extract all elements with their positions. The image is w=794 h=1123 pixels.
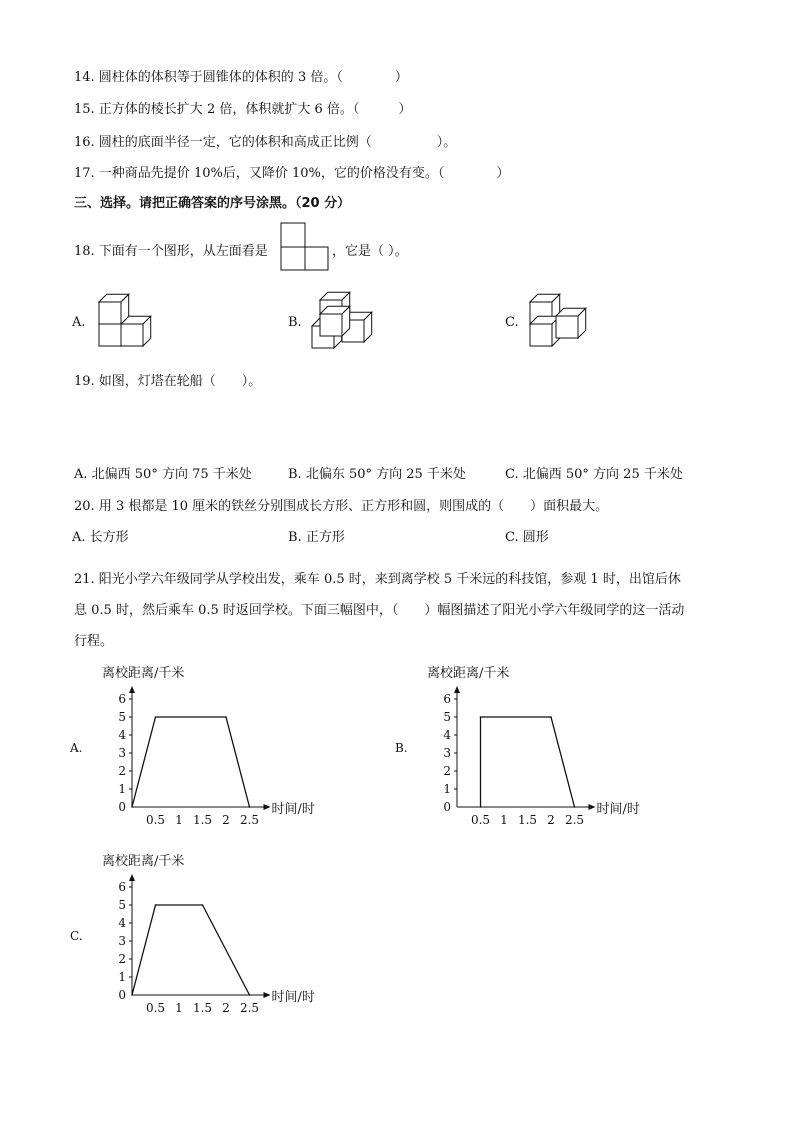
cube-front-face (556, 316, 578, 338)
q18-option-a-label[interactable]: A. (72, 315, 86, 330)
chart-y-tick-label: 0 (118, 988, 126, 1002)
chart-y-tick-label: 5 (118, 898, 126, 912)
chart-y-axis-label: 离校距离/千米 (102, 854, 185, 869)
chart-option-label: A. (70, 741, 83, 755)
chart-y-tick-label: 4 (118, 916, 126, 930)
chart-x-tick-label: 2 (547, 813, 555, 827)
chart-y-axis-arrow (129, 686, 135, 693)
chart-y-tick-label: 4 (443, 728, 451, 742)
question-18-suffix: ，它是（ ）。 (332, 244, 408, 259)
chart-data-point (480, 806, 482, 808)
chart-y-axis-label: 离校距离/千米 (102, 666, 185, 681)
q18-option-b-cubes (310, 290, 380, 350)
chart-data-point (155, 716, 157, 718)
q18-option-c-cubes (526, 290, 596, 350)
chart-a (60, 660, 360, 830)
question-21-line-1: 21. 阳光小学六年级同学从学校出发，乘车 0.5 时，来到离学校 5 千米远的科技馆，参观 1 时，出馆后休 (74, 572, 681, 587)
q18-option-a-cubes (95, 290, 165, 350)
chart-y-tick-label: 3 (443, 746, 451, 760)
chart-data-point (131, 994, 133, 996)
chart-data-point (574, 806, 576, 808)
chart-x-tick-label: 2.5 (564, 813, 585, 827)
chart-y-tick-label: 2 (118, 764, 126, 778)
chart-y-tick-label: 1 (443, 782, 451, 796)
chart-y-tick-label: 4 (118, 728, 126, 742)
chart-y-axis-label: 离校距离/千米 (427, 666, 510, 681)
chart-b (385, 660, 685, 830)
q18-option-b-label[interactable]: B. (288, 315, 302, 330)
cube-front-face (530, 324, 552, 346)
chart-x-axis-label: 时间/时 (271, 990, 315, 1005)
chart-data-point (249, 806, 251, 808)
q19-option-c[interactable]: C. 北偏西 50° 方向 25 千米处 (505, 467, 683, 482)
q20-option-b[interactable]: B. 正方形 (288, 530, 345, 545)
chart-y-tick-label: 6 (443, 692, 451, 706)
chart-option-label: B. (395, 741, 408, 755)
q18-option-c-label[interactable]: C. (505, 315, 519, 330)
chart-series-line (132, 717, 250, 807)
question-20: 20. 用 3 根都是 10 厘米的铁丝分别围成长方形、正方形和圆，则围成的（ ）面积最大。 (74, 499, 609, 514)
chart-x-tick-label: 0.5 (470, 813, 491, 827)
chart-x-tick-label: 2.5 (239, 813, 260, 827)
question-19: 19. 如图，灯塔在轮船（ ）。 (74, 374, 262, 389)
q19-option-b[interactable]: B. 北偏东 50° 方向 25 千米处 (288, 467, 466, 482)
chart-data-point (249, 994, 251, 996)
cube-front-face (320, 314, 342, 336)
question-21-line-2: 息 0.5 时，然后乘车 0.5 时返回学校。下面三幅图中，（ ）幅图描述了阳光小学六年级同学的这一活动 (74, 603, 685, 618)
chart-y-tick-label: 0 (118, 800, 126, 814)
chart-x-tick-label: 0.5 (145, 813, 166, 827)
chart-x-tick-label: 2.5 (239, 1001, 260, 1015)
chart-y-axis-arrow (129, 874, 135, 881)
chart-x-tick-label: 2 (222, 1001, 230, 1015)
chart-x-tick-label: 1.5 (192, 813, 213, 827)
chart-y-tick-label: 1 (118, 782, 126, 796)
chart-x-axis-label: 时间/时 (596, 802, 640, 817)
question-17: 17. 一种商品先提价 10%后，又降价 10%，它的价格没有变。（ ） (74, 166, 510, 181)
chart-option-label: C. (70, 929, 83, 943)
chart-x-tick-label: 1 (175, 1001, 183, 1015)
question-21-line-3: 行程。 (74, 634, 114, 649)
question-15: 15. 正方体的棱长扩大 2 倍，体积就扩大 6 倍。（ ） (74, 102, 412, 117)
chart-x-axis-arrow (264, 804, 271, 810)
chart-x-tick-label: 2 (222, 813, 230, 827)
chart-y-tick-label: 2 (118, 952, 126, 966)
chart-x-tick-label: 1 (500, 813, 508, 827)
chart-y-tick-label: 6 (118, 880, 126, 894)
question-16: 16. 圆柱的底面半径一定，它的体积和高成正比例（ ）。 (74, 135, 457, 150)
chart-y-tick-label: 5 (118, 710, 126, 724)
question-18-prefix: 18. 下面有一个图形，从左面看是 (74, 244, 268, 259)
left-view-figure (280, 222, 330, 272)
chart-data-point (225, 716, 227, 718)
cube-front-face (99, 302, 121, 324)
chart-y-tick-label: 3 (118, 934, 126, 948)
chart-x-axis-arrow (264, 992, 271, 998)
section-3-heading: 三、选择。请把正确答案的序号涂黑。（20 分） (74, 196, 351, 211)
chart-y-tick-label: 5 (443, 710, 451, 724)
chart-y-tick-label: 0 (443, 800, 451, 814)
cube-front-face (121, 324, 143, 346)
chart-y-tick-label: 1 (118, 970, 126, 984)
chart-c (60, 848, 360, 1018)
question-14: 14. 圆柱体的体积等于圆锥体的体积的 3 倍。（ ） (74, 70, 408, 85)
chart-y-tick-label: 6 (118, 692, 126, 706)
chart-y-tick-label: 2 (443, 764, 451, 778)
chart-data-point (202, 904, 204, 906)
chart-x-tick-label: 1.5 (517, 813, 538, 827)
chart-x-tick-label: 0.5 (145, 1001, 166, 1015)
chart-x-axis-label: 时间/时 (271, 802, 315, 817)
chart-x-tick-label: 1.5 (192, 1001, 213, 1015)
chart-data-point (480, 716, 482, 718)
chart-x-axis-arrow (589, 804, 596, 810)
q20-option-a[interactable]: A. 长方形 (72, 530, 129, 545)
chart-data-point (131, 806, 133, 808)
chart-data-point (155, 904, 157, 906)
chart-series-line (481, 717, 575, 807)
q20-option-c[interactable]: C. 圆形 (505, 530, 549, 545)
chart-x-tick-label: 1 (175, 813, 183, 827)
chart-y-axis-arrow (454, 686, 460, 693)
cube-front-face (99, 324, 121, 346)
chart-y-tick-label: 3 (118, 746, 126, 760)
chart-data-point (550, 716, 552, 718)
chart-series-line (132, 905, 250, 995)
q19-option-a[interactable]: A. 北偏西 50° 方向 75 千米处 (74, 467, 252, 482)
